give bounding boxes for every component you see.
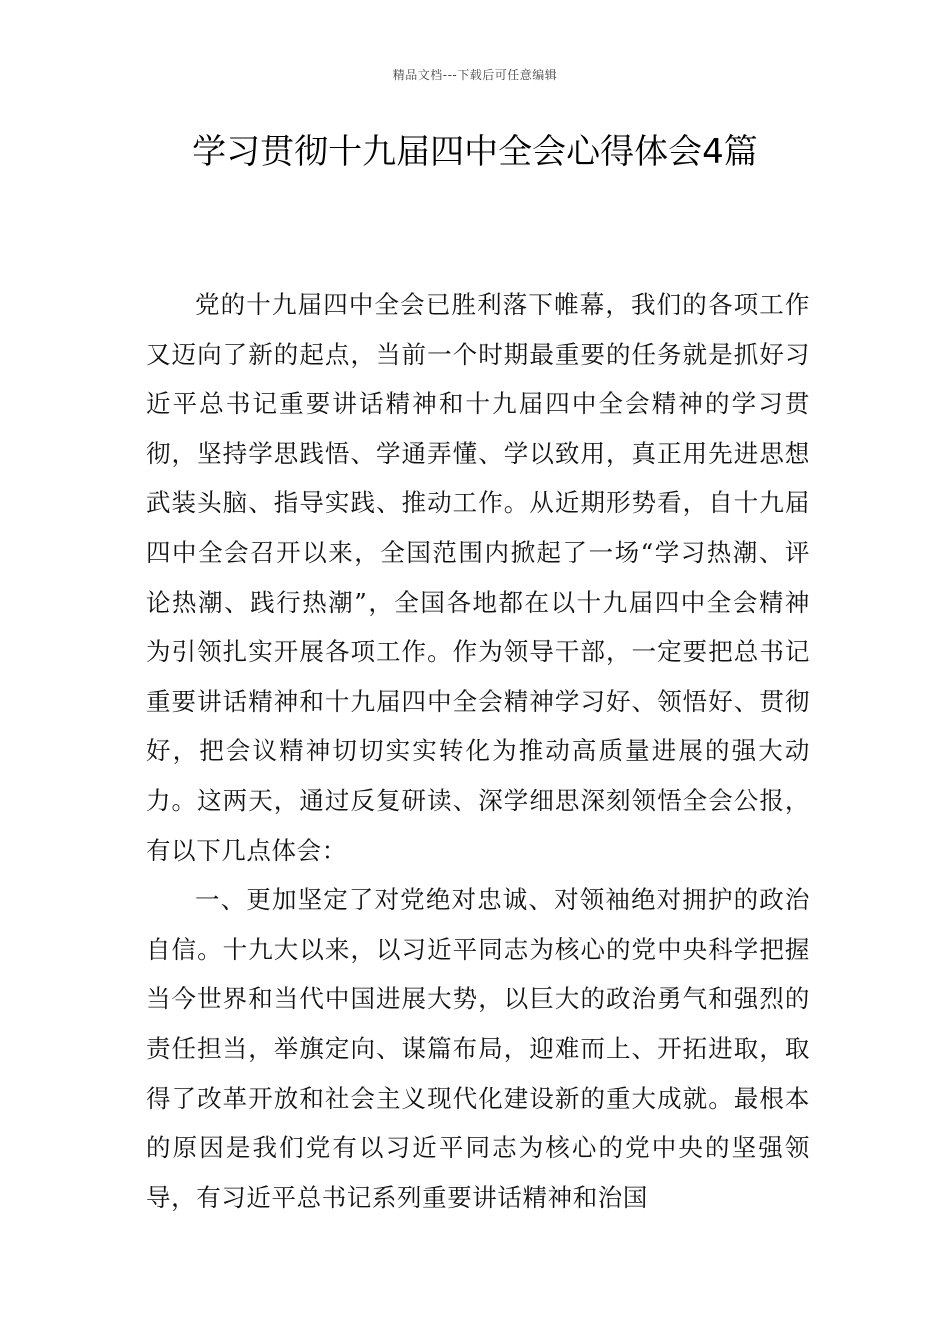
header-note: 精品文档---下载后可任意编辑 (392, 68, 558, 82)
document-title: 学习贯彻十九届四中全会心得体会4篇 (192, 132, 758, 172)
document-body (146, 280, 810, 1222)
paragraph-intro: 党的十九届四中全会已胜利落下帷幕，我们的各项工作又迈向了新的起点，当前一个时期最重要的任务就是抓好习近平总书记重要讲话精神和十九届四中全会精神的学习贯彻，坚持学思践悟、学通弄懂、学以致用，真正用先进思想武装头脑、指导实践、推动工作。从近期形势看，自十九届四中全会召开以来，全国范围内掀起了一场“学习热潮、评论热潮、践行热潮”，全国各地都在以十九届四中全会精神为引领扎实开展各项工作。作为领导干部，一定要把总书记重要讲话精神和十九届四中全会精神学习好、领悟好、贯彻好，把会议精神切切实实转化为推动高质量进展的强大动力。这两天，通过反复研读、深学细思深刻领悟全会公报，有以下几点体会： (146, 290, 810, 865)
paragraph-point-one: 一、更加坚定了对党绝对忠诚、对领袖绝对拥护的政治自信。十九大以来，以习近平同志为核心的党中央科学把握当今世界和当代中国进展大势，以巨大的政治勇气和强烈的责任担当，举旗定向、谋篇布局，迎难而上、开拓进取，取得了改革开放和社会主义现代化建设新的重大成就。最根本的原因是我们党有以习近平同志为核心的党中央的坚强领导，有习近平总书记系列重要讲话精神和治国 (146, 885, 810, 1212)
